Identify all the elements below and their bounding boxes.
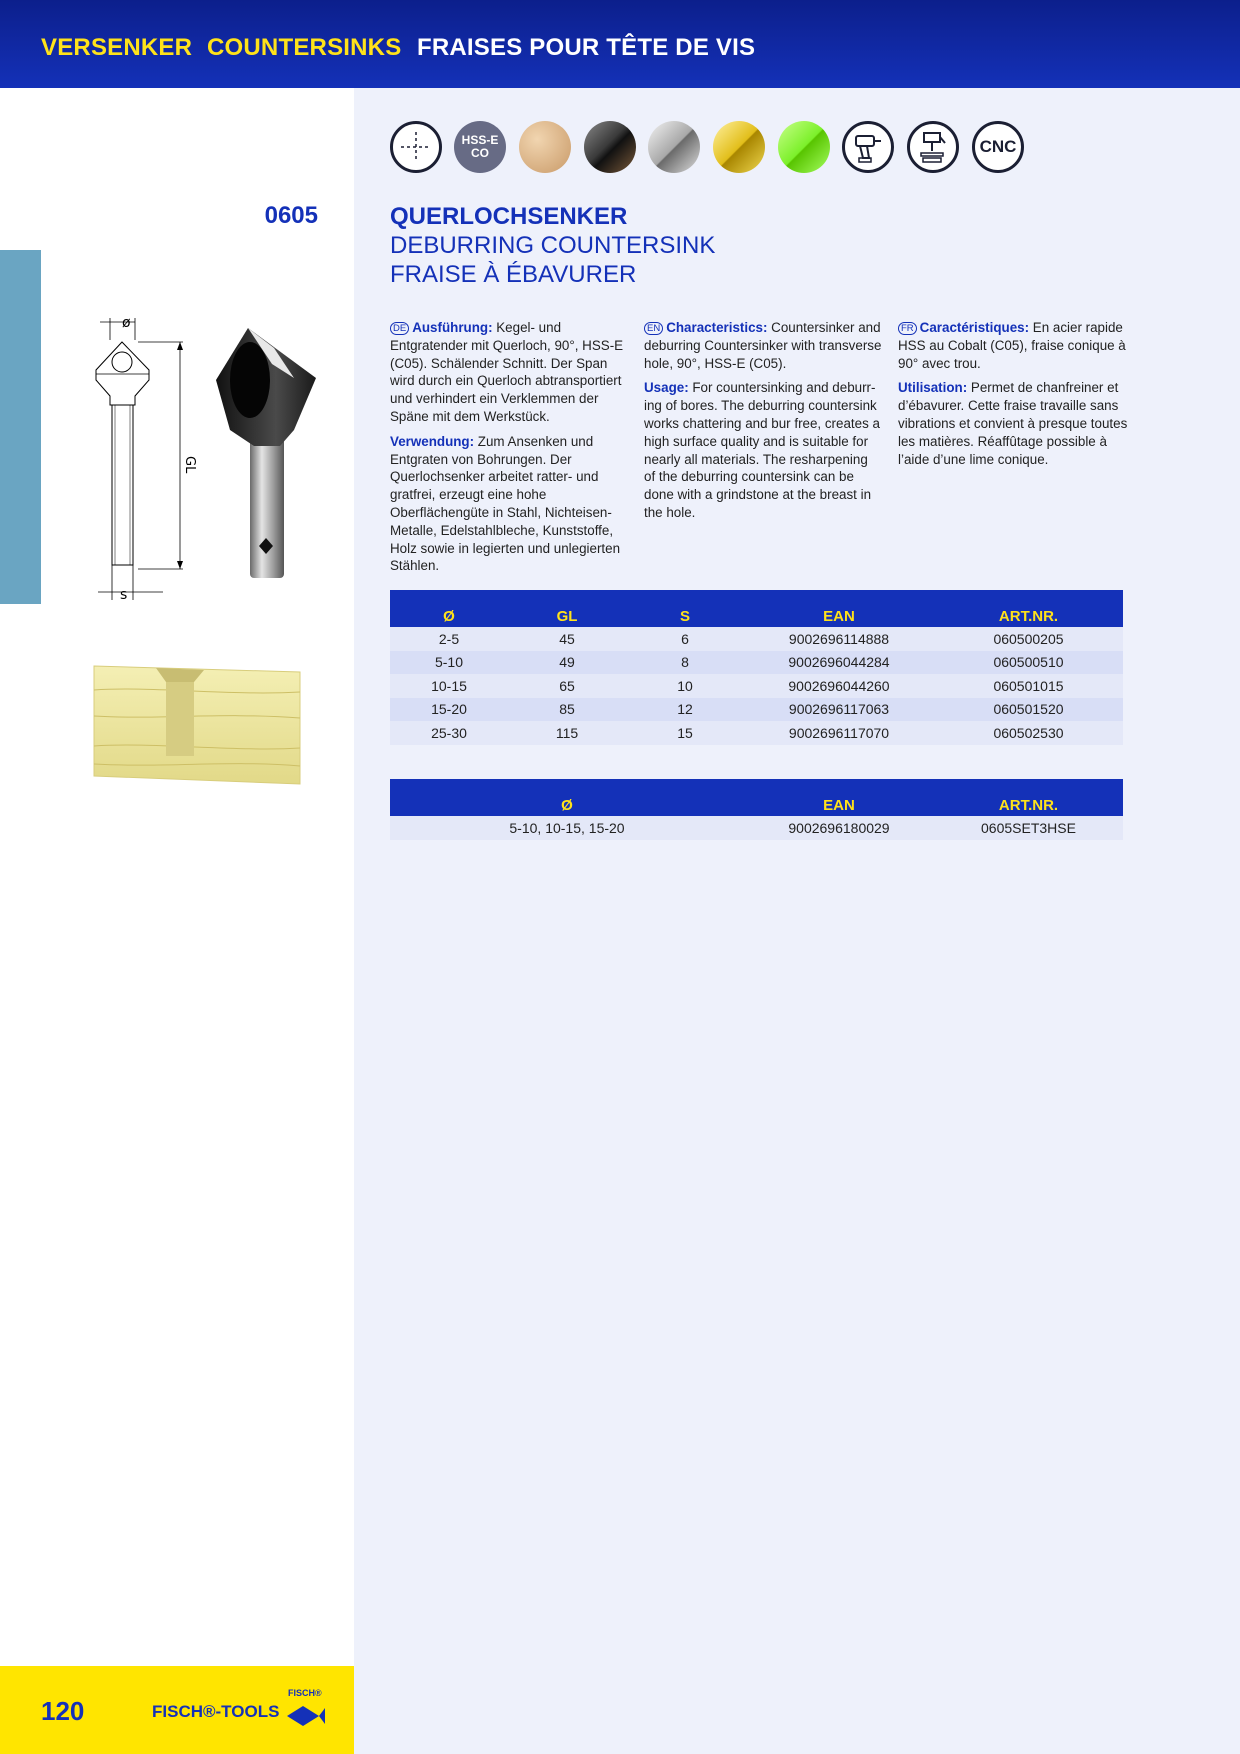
aluminium-material-icon — [648, 121, 700, 173]
table-cell: 15-20 — [390, 698, 508, 722]
brass-material-icon — [713, 121, 765, 173]
steel-material-icon — [584, 121, 636, 173]
page-header — [0, 0, 1240, 88]
table-cell: 060500510 — [934, 651, 1123, 675]
table-row — [390, 627, 1123, 651]
plastic-material-icon — [778, 121, 830, 173]
table-cell: 25-30 — [390, 721, 508, 745]
column-header: ART.NR. — [934, 779, 1123, 816]
table-cell: 2-5 — [390, 627, 508, 651]
column-header: Ø — [390, 590, 508, 627]
brand-name: FISCH®-TOOLS — [152, 1702, 280, 1721]
table-cell: 12 — [626, 698, 744, 722]
table-cell: 060502530 — [934, 721, 1123, 745]
co-label: CO — [471, 146, 489, 160]
product-photo — [210, 318, 320, 588]
desc-de-key1: Ausführung: — [412, 320, 493, 335]
page-footer — [0, 1666, 354, 1754]
column-header: ART.NR. — [934, 590, 1123, 627]
table-cell: 060501520 — [934, 698, 1123, 722]
table-cell: 10 — [626, 674, 744, 698]
table-header-row — [390, 590, 1123, 627]
table-cell: 0605SET3HSE — [934, 816, 1123, 840]
table-cell: 9002696044284 — [744, 651, 934, 675]
hss-e-label: HSS-E — [461, 133, 499, 147]
desc-en-key1: Characteristics: — [666, 320, 768, 335]
table-cell: 6 — [626, 627, 744, 651]
center-cross-icon — [390, 121, 442, 173]
product-title-en: DEBURRING COUNTERSINK — [390, 232, 716, 259]
size-table — [390, 590, 1123, 745]
product-title-fr: FRAISE À ÉBAVURER — [390, 261, 637, 288]
table-cell: 85 — [508, 698, 626, 722]
column-header: GL — [508, 590, 626, 627]
desc-en-text1: Countersinker and deburring Countersinker with transverse hole, 90°, HSS-E (C05). — [644, 320, 882, 371]
header-title-fr: FRAISES POUR TÊTE DE VIS — [417, 34, 756, 61]
table-cell: 5-10 — [390, 651, 508, 675]
table-row — [390, 698, 1123, 722]
table-row — [390, 651, 1123, 675]
logo-text: FISCH® — [288, 1688, 322, 1698]
page-number: 120 — [41, 1696, 85, 1726]
description-de — [390, 319, 628, 582]
table-cell: 45 — [508, 627, 626, 651]
header-title-en: COUNTERSINKS — [207, 34, 402, 61]
technical-drawing — [88, 310, 198, 610]
table-cell: 9002696044260 — [744, 674, 934, 698]
description-en — [644, 319, 882, 529]
set-table — [390, 779, 1123, 840]
wood-material-icon — [519, 121, 571, 173]
desc-fr-key1: Caractéristiques: — [919, 320, 1030, 335]
table-cell: 9002696114888 — [744, 627, 934, 651]
table-row — [390, 721, 1123, 745]
column-header: Ø — [390, 779, 744, 816]
table-cell: 49 — [508, 651, 626, 675]
product-title-de: QUERLOCHSENKER — [390, 203, 628, 230]
table-cell: 5-10, 10-15, 15-20 — [390, 816, 744, 840]
product-titles — [390, 202, 715, 289]
desc-fr-text1: En acier rapide HSS au Cobalt (C05), fraise conique à 90° avec trou. — [898, 320, 1126, 371]
column-header: S — [626, 590, 744, 627]
fisch-logo — [283, 1686, 325, 1730]
table-cell: 10-15 — [390, 674, 508, 698]
table-cell: 060500205 — [934, 627, 1123, 651]
cnc-icon — [972, 121, 1024, 173]
table-row — [390, 674, 1123, 698]
section-tab — [0, 250, 41, 604]
desc-en-key2: Usage: — [644, 380, 689, 396]
table-cell: 115 — [508, 721, 626, 745]
table-cell: 9002696117063 — [744, 698, 934, 722]
drill-press-icon — [907, 121, 959, 173]
table-cell: 8 — [626, 651, 744, 675]
lang-badge-de: DE — [390, 322, 409, 335]
header-title-de: VERSENKER — [41, 34, 193, 61]
column-header: EAN — [744, 590, 934, 627]
shank-label: s — [120, 587, 128, 603]
article-group-number: 0605 — [264, 202, 318, 229]
desc-fr-text2: Permet de chanfreiner et d’ébavurer. Cette fraise travaille sans vibrations et convient à presque toutes les matières. Réaffûtage possible à l’aide d’une lime conique. — [898, 380, 1128, 467]
length-label: GL — [182, 456, 197, 474]
cnc-label: CNC — [979, 137, 1017, 156]
desc-de-text1: Kegel- und Entgratender mit Querloch, 90°, HSS-E (C05). Schälender Schnitt. Der Span wird durch ein Querloch abtransportiert und verhindert ein Verklemmen der Späne mit dem Werkstück. — [390, 320, 624, 424]
table-cell: 9002696180029 — [744, 816, 934, 840]
column-header: EAN — [744, 779, 934, 816]
drill-machine-icon — [842, 121, 894, 173]
table-row — [390, 816, 1123, 840]
wood-sample-image — [90, 660, 304, 790]
desc-de-text2: Zum Ansenken und Entgraten von Bohrungen. Der Querlochsenker arbeitet ratter- und gratfrei, erzeugt eine hohe Oberflächengüte in Stahl, Nichteisen-Metalle, Edelstahlbleche, Kunststoffe, Holz sowie in legierten und unlegierten Stählen. — [390, 433, 621, 574]
table-header-row — [390, 779, 1123, 816]
hss-e-co-icon — [454, 121, 506, 173]
description-fr — [898, 319, 1136, 475]
lang-badge-en: EN — [644, 322, 663, 335]
table-cell: 060501015 — [934, 674, 1123, 698]
desc-fr-key2: Utilisation: — [898, 380, 968, 396]
lang-badge-fr: FR — [898, 322, 917, 335]
table-cell: 65 — [508, 674, 626, 698]
diameter-label: ø — [122, 315, 131, 331]
table-cell: 9002696117070 — [744, 721, 934, 745]
table-cell: 15 — [626, 721, 744, 745]
desc-de-key2: Verwendung: — [390, 433, 475, 449]
desc-en-text2: For countersinking and deburring of bores. The deburring countersink works chattering and bur free, creates a high surface quality and is suitable for nearly all materials. The resharpening of the deburring countersink can be done with a grindstone at the breast in the hole. — [644, 380, 880, 520]
